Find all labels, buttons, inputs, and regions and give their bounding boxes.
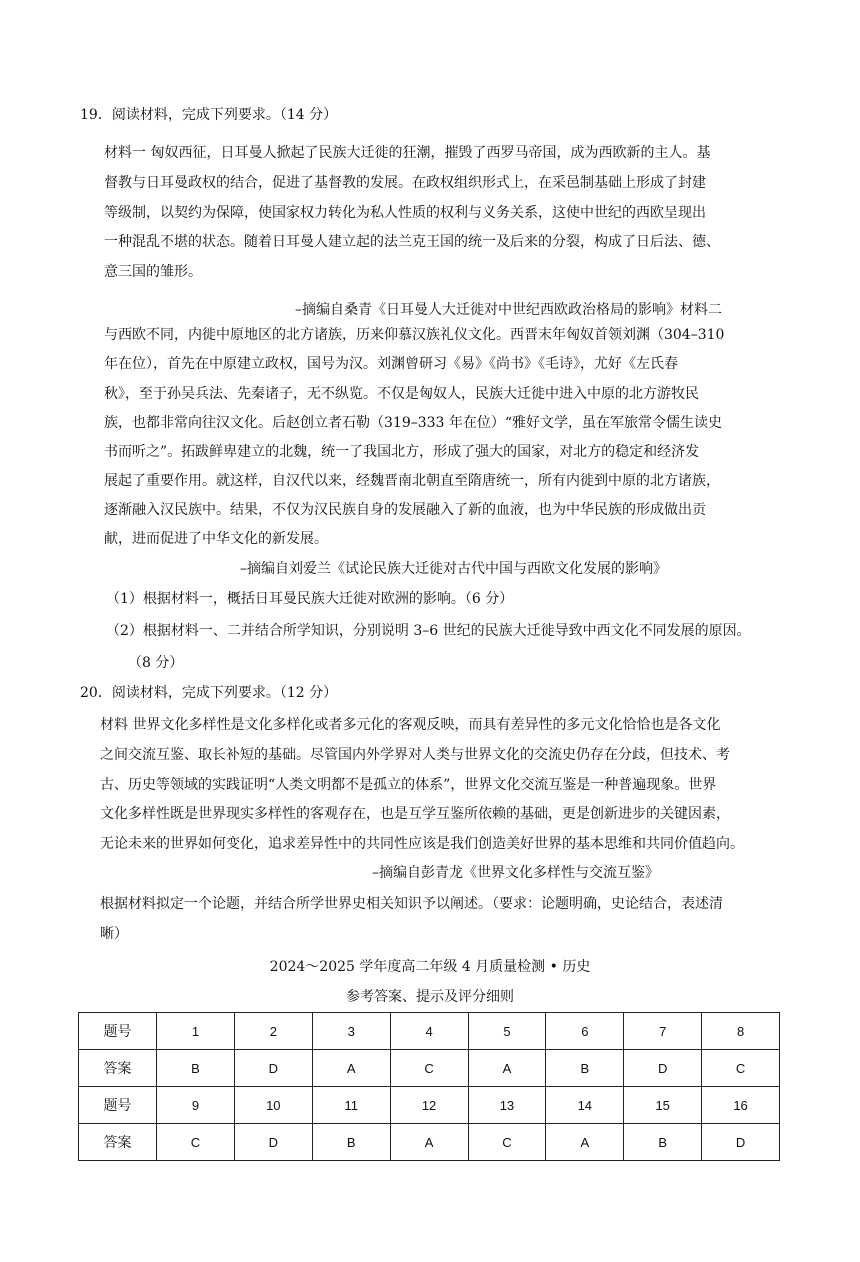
material-line: 族，也都非常向往汉文化。后赵创立者石勒（319–333 年在位）“雅好文学，虽在军旅常令儒生读史 (104, 415, 723, 431)
answer-table (78, 1012, 780, 1161)
question-19-requirement-1: （1）根据材料一，概括日耳曼民族大迁徙对欧洲的影响。（6 分） (106, 591, 514, 607)
table-cell: A (312, 1050, 390, 1087)
table-cell: B (624, 1124, 702, 1161)
table-cell: A (390, 1124, 468, 1161)
table-cell: B (546, 1050, 624, 1087)
table-cell: 12 (390, 1087, 468, 1124)
row-label: 题号 (79, 1013, 157, 1050)
question-20-requirement: 根据材料拟定一个论题，并结合所学世界史相关知识予以阐述。（要求：论题明确，史论结合，表述清 (100, 896, 723, 912)
material-line: 秋》，至于孙吴兵法、先秦诸子，无不纵览。不仅是匈奴人，民族大迁徙中进入中原的北方游牧民 (104, 386, 699, 402)
table-cell: 1 (157, 1013, 235, 1050)
material-line: 献，进而促进了中华文化的新发展。 (104, 531, 328, 547)
source-citation: –摘编自刘爱兰《试论民族大迁徙对古代中国与西欧文化发展的影响》 (240, 561, 667, 577)
answer-key-subtitle: 参考答案、提示及评分细则 (346, 989, 514, 1005)
material-line: 展起了重要作用。就这样，自汉代以来，经魏晋南北朝直至隋唐统一，所有内徙到中原的北方诸族， (104, 473, 720, 489)
source-citation: –摘编自彭青龙《世界文化多样性与交流互鉴》 (372, 865, 659, 881)
material-line: 之间交流互鉴、取长补短的基础。尽管国内外学界对人类与世界文化的交流史仍存在分歧，但技术、考 (100, 747, 730, 763)
table-cell: C (702, 1050, 780, 1087)
table-cell: 16 (702, 1087, 780, 1124)
material-line: 意三国的雏形。 (104, 264, 202, 280)
question-19-requirement-2-score: （8 分） (128, 655, 184, 671)
table-cell: 10 (234, 1087, 312, 1124)
row-label: 题号 (79, 1087, 157, 1124)
answer-key-title: 2024～2025 学年度高二年级 4 月质量检测 • 历史 (269, 959, 591, 975)
table-cell: 5 (468, 1013, 546, 1050)
source-citation: –摘编自桑青《日耳曼人大迁徙对中世纪西欧政治格局的影响》材料二 (295, 302, 722, 318)
question-20-title: 20．阅读材料，完成下列要求。（12 分） (80, 685, 338, 701)
table-cell: 4 (390, 1013, 468, 1050)
table-cell: 14 (546, 1087, 624, 1124)
material-line: 与西欧不同，内徙中原地区的北方诸族，历来仰慕汉族礼仪文化。西晋末年匈奴首领刘渊（304–310 (104, 327, 725, 343)
question-19-title: 19．阅读材料，完成下列要求。（14 分） (80, 107, 338, 123)
question-20-requirement: 晰） (100, 926, 128, 942)
material-line: 督教与日耳曼政权的结合，促进了基督教的发展。在政权组织形式上，在采邑制基础上形成了封建 (104, 175, 706, 191)
table-cell: A (546, 1124, 624, 1161)
table-cell: D (702, 1124, 780, 1161)
material-line: 等级制，以契约为保障，使国家权力转化为私人性质的权利与义务关系，这使中世纪的西欧呈现出 (104, 205, 706, 221)
table-cell: A (468, 1050, 546, 1087)
table-cell: 3 (312, 1013, 390, 1050)
table-cell: 7 (624, 1013, 702, 1050)
table-cell: D (624, 1050, 702, 1087)
table-row (79, 1050, 780, 1087)
table-cell: C (157, 1124, 235, 1161)
table-cell: C (390, 1050, 468, 1087)
table-cell: C (468, 1124, 546, 1161)
row-label: 答案 (79, 1124, 157, 1161)
table-cell: 2 (234, 1013, 312, 1050)
table-cell: 6 (546, 1013, 624, 1050)
table-cell: B (157, 1050, 235, 1087)
material-line: 古、历史等领域的实践证明“人类文明都不是孤立的体系”，世界文化交流互鉴是一种普遍现象。世界 (100, 777, 717, 793)
table-cell: D (234, 1050, 312, 1087)
material-line: 材料 世界文化多样性是文化多样化或者多元化的客观反映，而具有差异性的多元文化恰恰也是各文化 (100, 717, 721, 733)
table-cell: 13 (468, 1087, 546, 1124)
table-row (79, 1013, 780, 1050)
table-cell: 8 (702, 1013, 780, 1050)
row-label: 答案 (79, 1050, 157, 1087)
table-row (79, 1087, 780, 1124)
material-line: 逐渐融入汉民族中。结果，不仅为汉民族自身的发展融入了新的血液，也为中华民族的形成做出贡 (104, 502, 706, 518)
table-cell: 11 (312, 1087, 390, 1124)
material-line: 年在位），首先在中原建立政权，国号为汉。刘渊曾研习《易》《尚书》《毛诗》，尤好《左氏春 (104, 356, 678, 372)
table-cell: B (312, 1124, 390, 1161)
table-cell: 15 (624, 1087, 702, 1124)
question-19-requirement-2: （2）根据材料一、二并结合所学知识，分别说明 3–6 世纪的民族大迁徙导致中西文化不同发展的原因。 (106, 623, 751, 639)
table-cell: D (234, 1124, 312, 1161)
material-line: 一种混乱不堪的状态。随着日耳曼人建立起的法兰克王国的统一及后来的分裂，构成了日后法、德、 (104, 234, 720, 250)
material-line: 材料一 匈奴西征，日耳曼人掀起了民族大迁徙的狂潮，摧毁了西罗马帝国，成为西欧新的主人。基 (104, 145, 711, 161)
table-row (79, 1124, 780, 1161)
table-cell: 9 (157, 1087, 235, 1124)
material-line: 无论未来的世界如何变化，追求差异性中的共同性应该是我们创造美好世界的基本思维和共同价值趋向。 (100, 836, 744, 852)
material-line: 书而听之”。拓跋鲜卑建立的北魏，统一了我国北方，形成了强大的国家，对北方的稳定和经济发 (104, 444, 700, 460)
material-line: 文化多样性既是世界现实多样性的客观存在，也是互学互鉴所依赖的基础，更是创新进步的关键因素， (100, 806, 730, 822)
